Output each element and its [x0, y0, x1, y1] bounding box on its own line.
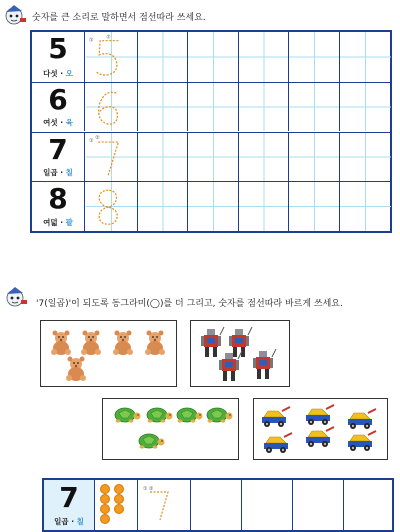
svg-text:①: ①: [143, 486, 148, 492]
trace-cell[interactable]: [86, 83, 137, 131]
trace-7-guide: [138, 480, 190, 528]
number-name-label: [32, 217, 84, 228]
teddy-bear-icon: [145, 331, 165, 356]
toy-car-icon: [264, 433, 292, 453]
answer-trace-cell[interactable]: [138, 480, 191, 530]
toy-car-icon: [262, 407, 290, 427]
drawn-circle: [114, 484, 124, 494]
answer-label: [44, 516, 94, 527]
practice-cell[interactable]: [187, 133, 239, 181]
teddy-bear-icon: [51, 331, 71, 356]
instruction-1: 숫자를 큰 소리로 말하면서 점선따라 쓰세요.: [32, 13, 206, 23]
separator: ·: [60, 217, 66, 227]
sino-korean-name: 칠: [65, 167, 73, 177]
answer-blank-cell[interactable]: [293, 480, 344, 530]
answer-strip: [42, 478, 394, 532]
svg-text:②: ②: [106, 34, 111, 41]
practice-cell[interactable]: [288, 32, 340, 82]
korean-name: 여덟: [43, 217, 61, 227]
trace-cell[interactable]: [86, 32, 137, 82]
answer-number-cell: [44, 480, 95, 530]
number-row-7: [32, 132, 390, 181]
practice-cell[interactable]: [187, 32, 239, 82]
toy-car-icon: [348, 431, 376, 451]
instruction-2: '7(일곱)'이 되도록 동그라미(◯)를 더 그리고, 숫자를 점선따라 바르게 쓰세요.: [36, 299, 343, 309]
teddy-bear-box[interactable]: [40, 320, 177, 387]
separator: ·: [71, 517, 75, 526]
number-cell: [32, 133, 85, 181]
teddy-bear-icon: [66, 357, 86, 382]
svg-text:②: ②: [95, 134, 100, 141]
answer-sino: 칠: [76, 517, 84, 526]
mascot-icon: [2, 2, 28, 28]
trace-guide-7: [86, 133, 137, 181]
svg-text:②: ②: [149, 486, 154, 492]
drawn-circle: [100, 494, 110, 504]
turtle-icon: [147, 408, 173, 423]
numeral: 7: [48, 132, 68, 166]
korean-name: 일곱: [43, 167, 61, 177]
practice-cell[interactable]: [187, 182, 239, 230]
answer-korean: 일곱: [54, 517, 69, 526]
practice-cell[interactable]: [288, 182, 340, 230]
practice-cell[interactable]: [238, 83, 290, 131]
number-name-label: [32, 117, 84, 128]
turtle-icon: [177, 408, 203, 423]
number-row-8: [32, 181, 390, 230]
number-name-label: [32, 167, 84, 178]
numeral: 8: [48, 182, 68, 216]
toy-car-icon: [348, 409, 376, 429]
teddy-bear-icon: [113, 331, 133, 356]
trace-guide-6: [86, 83, 137, 131]
number-writing-grid: [30, 30, 392, 233]
practice-cell[interactable]: [238, 32, 290, 82]
answer-blank-cell[interactable]: [191, 480, 242, 530]
turtle-box[interactable]: [102, 398, 239, 460]
number-name-label: [32, 68, 84, 79]
separator: ·: [60, 167, 66, 177]
robot-toy-icon: [253, 349, 276, 379]
turtle-icon: [139, 434, 165, 449]
teddy-bear-group: [41, 321, 176, 386]
korean-name: 여섯: [43, 118, 61, 127]
robot-toy-icon: [201, 327, 224, 357]
practice-cell[interactable]: [137, 182, 189, 230]
sino-korean-name: 육: [65, 118, 73, 127]
robot-box[interactable]: [190, 320, 290, 387]
svg-text:①: ①: [89, 137, 94, 144]
practice-cell[interactable]: [187, 83, 239, 131]
practice-cell[interactable]: [288, 83, 340, 131]
sino-korean-name: 팔: [65, 217, 73, 227]
korean-name: 다섯: [43, 68, 61, 78]
teddy-bear-icon: [81, 331, 101, 356]
sino-korean-name: 오: [65, 68, 73, 78]
drawn-circle: [114, 494, 124, 504]
answer-blank-cell[interactable]: [242, 480, 293, 530]
number-row-5: [32, 32, 390, 82]
toy-car-box[interactable]: [253, 398, 388, 460]
svg-text:①: ①: [89, 37, 94, 44]
number-cell: [32, 182, 85, 230]
robot-group: [191, 321, 289, 386]
circle-drawing-cell[interactable]: [95, 480, 138, 530]
practice-cell[interactable]: [238, 133, 290, 181]
numeral: 5: [48, 32, 68, 65]
answer-blank-cell[interactable]: [344, 480, 390, 530]
turtle-icon: [207, 408, 233, 423]
practice-cell[interactable]: [137, 83, 189, 131]
practice-cell[interactable]: [339, 182, 391, 230]
practice-cell[interactable]: [339, 32, 391, 82]
practice-cell[interactable]: [238, 182, 290, 230]
drawn-circle: [100, 484, 110, 494]
trace-cell[interactable]: [86, 133, 137, 181]
turtle-group: [103, 399, 238, 459]
toy-car-group: [254, 399, 387, 459]
practice-cell[interactable]: [137, 133, 189, 181]
practice-cell[interactable]: [288, 133, 340, 181]
numeral: 6: [48, 82, 68, 116]
practice-cell[interactable]: [339, 133, 391, 181]
robot-toy-icon: [229, 327, 252, 357]
toy-car-icon: [306, 427, 334, 447]
drawn-circle: [114, 504, 124, 514]
mascot-icon: [3, 284, 29, 310]
toy-car-icon: [306, 405, 334, 425]
number-row-6: [32, 82, 390, 131]
answer-numeral: 7: [59, 481, 79, 514]
number-cell: [32, 83, 85, 131]
drawn-circle: [100, 504, 110, 514]
turtle-icon: [115, 408, 141, 423]
drawn-circle: [100, 514, 110, 524]
practice-cell[interactable]: [137, 32, 189, 82]
separator: ·: [60, 118, 66, 127]
number-cell: [32, 32, 85, 82]
separator: ·: [60, 68, 66, 78]
trace-cell[interactable]: [86, 182, 137, 230]
practice-cell[interactable]: [339, 83, 391, 131]
trace-guide-8: [86, 182, 137, 230]
robot-toy-icon: [219, 351, 242, 381]
trace-guide-5: [86, 32, 137, 82]
